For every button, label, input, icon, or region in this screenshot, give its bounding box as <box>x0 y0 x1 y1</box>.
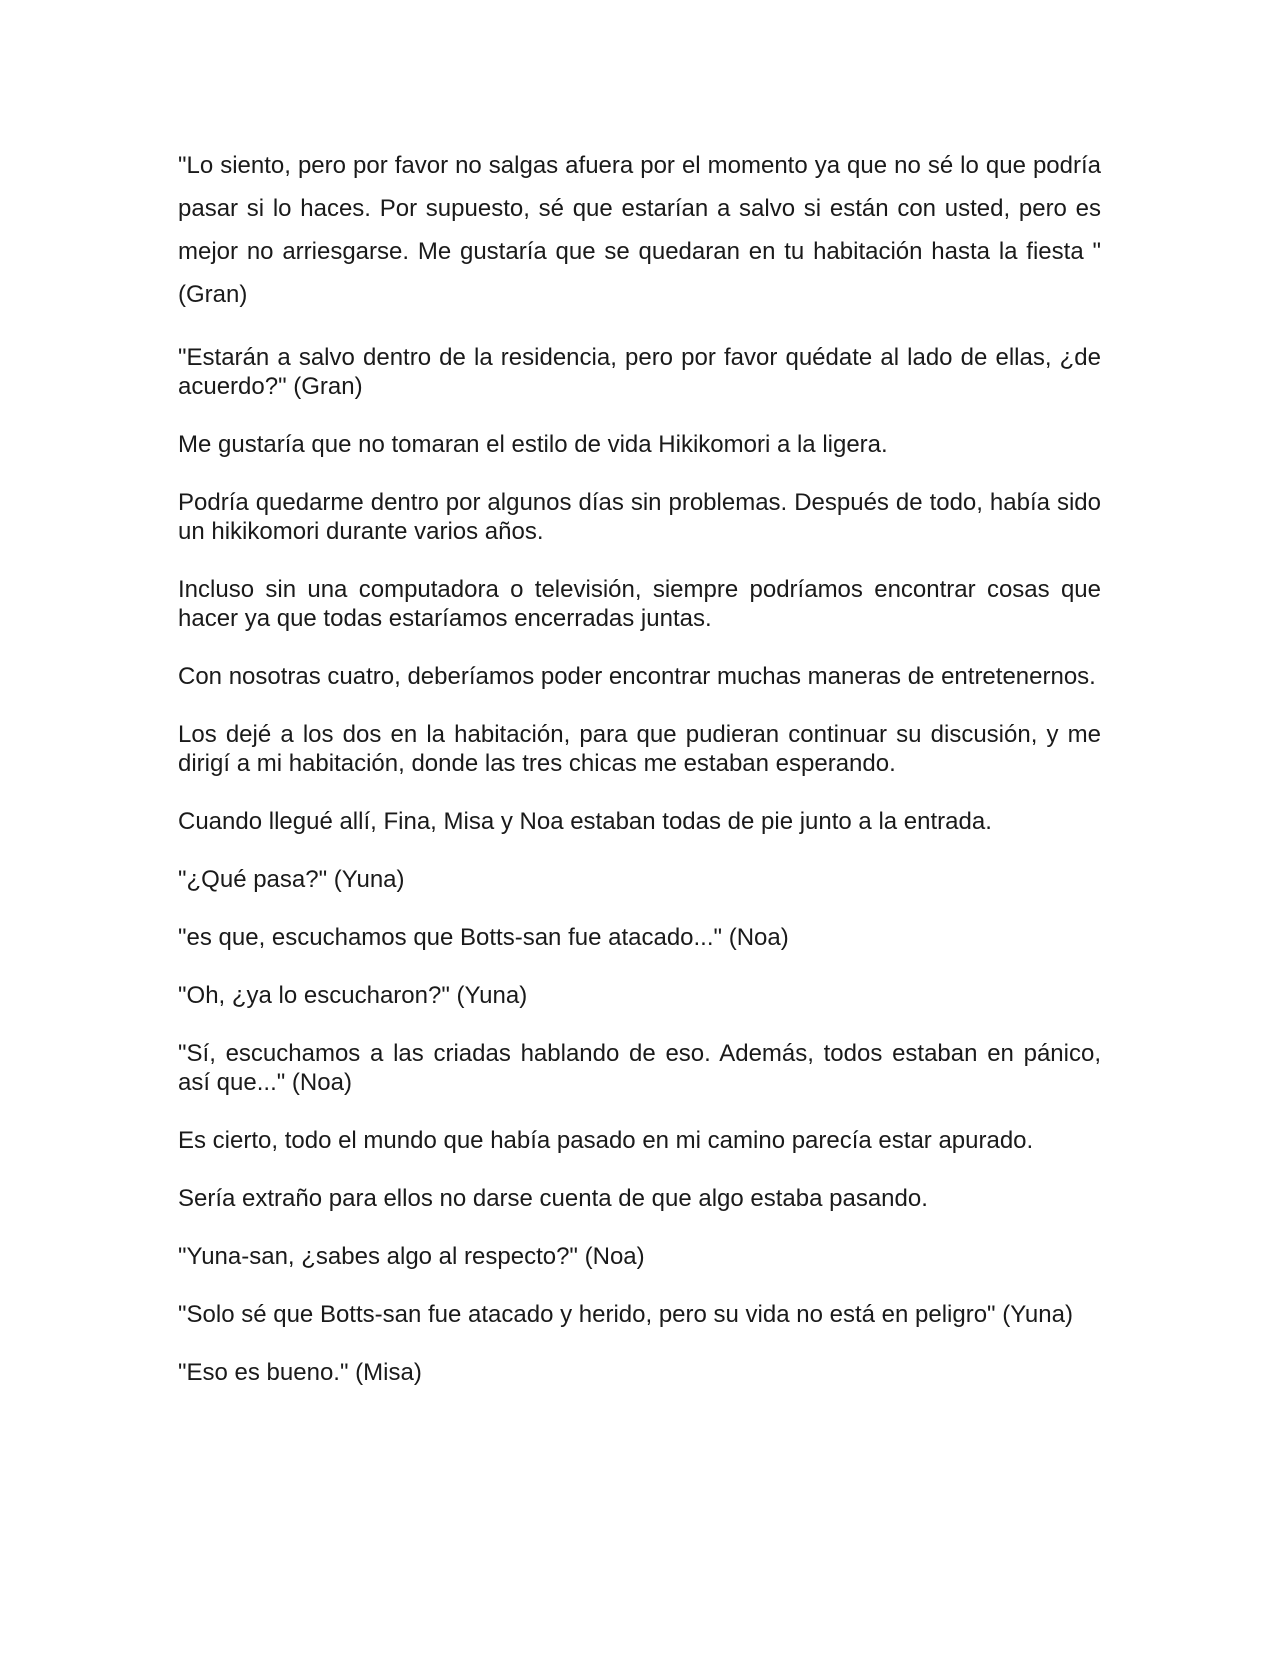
paragraph: Los dejé a los dos en la habitación, para que pudieran continuar su discusión, y me dirigí a mi habitación, donde las tres chicas me estaban esperando. <box>178 721 1101 777</box>
paragraph: "Solo sé que Botts-san fue atacado y herido, pero su vida no está en peligro" (Yuna) <box>178 1301 1073 1328</box>
paragraph: "Lo siento, pero por favor no salgas afuera por el momento ya que no sé lo que podría pasar si lo haces. Por supuesto, sé que estarían a salvo si están con usted, pero es mejor no arriesgarse. Me gustaría que se quedaran en tu habitación hasta la fiesta " (Gran) <box>178 152 1101 308</box>
paragraph: "Sí, escuchamos a las criadas hablando de eso. Además, todos estaban en pánico, así que..." (Noa) <box>178 1040 1101 1096</box>
paragraph: "es que, escuchamos que Botts-san fue atacado..." (Noa) <box>178 924 789 951</box>
paragraph: Es cierto, todo el mundo que había pasado en mi camino parecía estar apurado. <box>178 1127 1034 1154</box>
paragraph: "Oh, ¿ya lo escucharon?" (Yuna) <box>178 982 528 1009</box>
paragraph: Incluso sin una computadora o televisión, siempre podríamos encontrar cosas que hacer ya que todas estaríamos encerradas juntas. <box>178 576 1101 632</box>
document-body <box>178 144 1101 1387</box>
paragraph: "Eso es bueno." (Misa) <box>178 1359 422 1386</box>
paragraph: Podría quedarme dentro por algunos días sin problemas. Después de todo, había sido un hikikomori durante varios años. <box>178 489 1101 545</box>
paragraph: "¿Qué pasa?" (Yuna) <box>178 866 405 893</box>
paragraph: "Estarán a salvo dentro de la residencia, pero por favor quédate al lado de ellas, ¿de acuerdo?" (Gran) <box>178 344 1101 400</box>
paragraph: Me gustaría que no tomaran el estilo de vida Hikikomori a la ligera. <box>178 431 888 458</box>
paragraph: Con nosotras cuatro, deberíamos poder encontrar muchas maneras de entretenernos. <box>178 663 1096 690</box>
paragraph: "Yuna-san, ¿sabes algo al respecto?" (Noa) <box>178 1243 645 1270</box>
paragraph: Cuando llegué allí, Fina, Misa y Noa estaban todas de pie junto a la entrada. <box>178 808 992 835</box>
paragraph: Sería extraño para ellos no darse cuenta de que algo estaba pasando. <box>178 1185 928 1212</box>
